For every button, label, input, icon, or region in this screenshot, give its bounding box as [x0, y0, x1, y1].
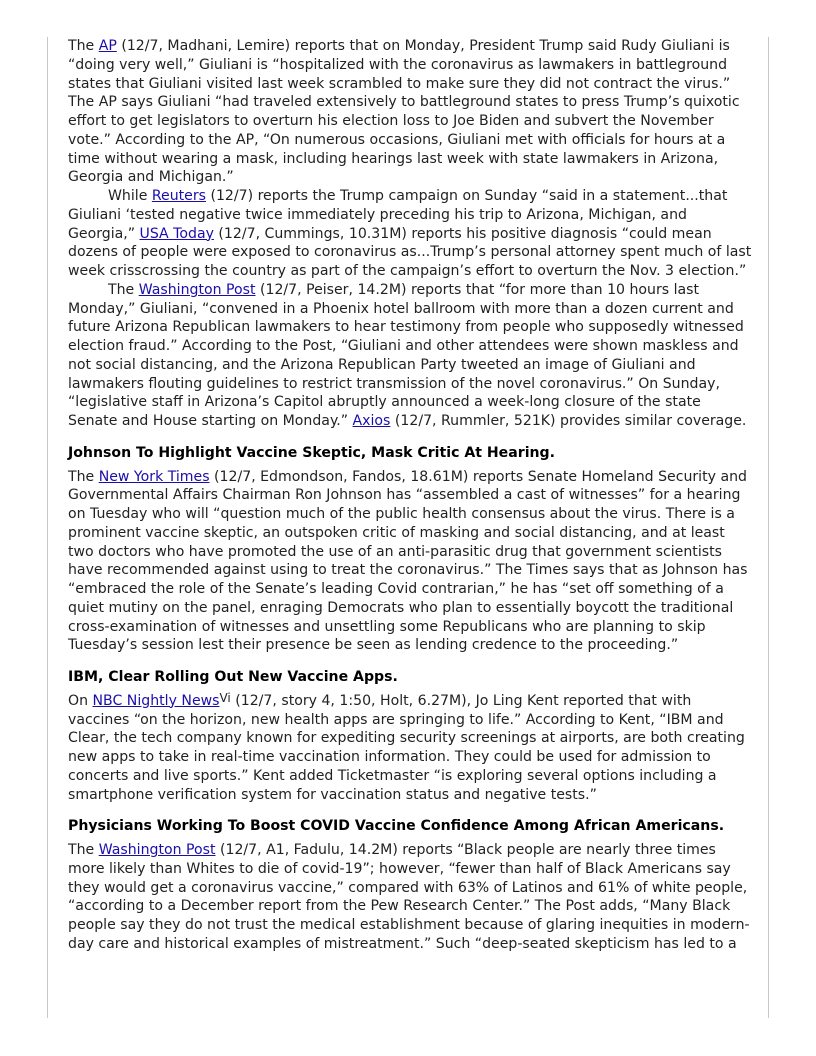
news-article: [68, 444, 754, 655]
paragraph-text: While: [108, 188, 152, 204]
paragraph-text: The: [68, 38, 99, 54]
news-article: [68, 817, 754, 953]
paragraph-text: The: [68, 842, 99, 858]
news-article: [68, 668, 754, 804]
paragraph-text: (12/7, Peiser, 14.2M) reports that “for more than 10 hours last Monday,” Giuliani, “convened in a Phoenix hotel ballroom with more than a dozen current and future Arizona Republican lawmakers to hear testimony from people who supposedly witnessed election fraud.” According to the Post, “Giuliani and other attendees were shown maskless and not social distancing, and the Arizona Republican Party tweeted an image of Giuliani and lawmakers flouting guidelines to restrict transmission of the novel coronavirus.” On Sunday, “legislative staff in Arizona’s Capitol abruptly announced a week-long closure of the state Senate and House starting on Monday.”: [68, 281, 744, 429]
right-margin-rule: [768, 37, 769, 1018]
paragraph-text: (12/7, Cummings, 10.31M) reports his positive diagnosis “could mean dozens of people were exposed to coronavirus as...Trump’s personal attorney spent much of last week crisscrossing the country as part of the campaign’s effort to overturn the Nov. 3 election.”: [68, 225, 752, 279]
paragraph-text: (12/7, Edmondson, Fandos, 18.61M) reports Senate Homeland Security and Governmental Affairs Chairman Ron Johnson has “assembled a cast of witnesses” for a hearing on Tuesday who will “question much of the public health consensus about the virus. There is a prominent vaccine skeptic, an outspoken critic of masking and social distancing, and at least two doctors who have promoted the use of an anti-parasitic drug that government scientists have recommended against using to treat the coronavirus.” The Times says that as Johnson has “embraced the role of the Senate’s leading Covid contrarian,” he has “set off something of a quiet mutiny on the panel, enraging Democrats who plan to essentially boycott the traditional cross-examination of witnesses and unsettling some Republicans who are planning to skip Tuesday’s session lest their presence be seen as lending credence to the proceeding.”: [68, 468, 748, 654]
article-paragraph: [68, 468, 754, 656]
article-paragraph: [68, 841, 754, 954]
source-link[interactable]: AP: [98, 38, 117, 54]
video-marker: Vi: [219, 690, 231, 705]
paragraph-text: (12/7, A1, Fadulu, 14.2M) reports “Black people are nearly three times more likely than Whites to die of covid-19”; however, “fewer than half of Black Americans say they would get a coronavirus vaccine,” compared with 63% of Latinos and 61% of white people, “according to a December report from the Pew Research Center.” The Post adds, “Many Black people say they do not trust the medical establishment because of glaring inequities in modern-day care and historical examples of mistreatment.” Such “deep-seated skepticism has led to a: [68, 842, 750, 952]
article-paragraph: [68, 281, 754, 431]
article-paragraph: [68, 692, 754, 805]
source-link[interactable]: New York Times: [98, 468, 210, 485]
article-headline: Johnson To Highlight Vaccine Skeptic, Mask Critic At Hearing.: [68, 444, 556, 461]
paragraph-text: On: [68, 692, 93, 709]
paragraph-text: (12/7, Rummler, 521K) provides similar coverage.: [390, 413, 747, 429]
source-link[interactable]: NBC Nightly News: [92, 692, 220, 709]
source-link[interactable]: Reuters: [151, 188, 206, 204]
paragraph-text: (12/7, story 4, 1:50, Holt, 6.27M), Jo Ling Kent reported that with vaccines “on the horizon, new health apps are springing to life.” According to Kent, “IBM and Clear, the tech company known for expediting security screenings at airports, are both creating new apps to take in real-time vaccination information. They could be used for admission to concerts and live sports.” Kent added Ticketmaster “is exploring several options including a smartphone verification system for vaccination status and negative tests.”: [68, 692, 745, 803]
article-paragraph: [68, 37, 754, 187]
paragraph-text: (12/7) reports the Trump campaign on Sunday “said in a statement...that Giuliani ‘tested negative twice immediately preceding his trip to Arizona, Michigan, and Georgia,”: [68, 188, 728, 242]
article-headline: Physicians Working To Boost COVID Vaccine Confidence Among African Americans.: [68, 818, 725, 835]
article-paragraph: [68, 187, 754, 281]
paragraph-text: (12/7, Madhani, Lemire) reports that on Monday, President Trump said Rudy Giuliani is “doing very well,” Giuliani is “hospitalized with the coronavirus as lawmakers in battleground states that Giuliani visited last week scrambled to make sure they did not contract the virus.” The AP says Giuliani “had traveled extensively to battleground states to press Trump’s quixotic effort to get legislators to overturn his election loss to Joe Biden and subvert the November vote.” According to the AP, “On numerous occasions, Giuliani met with officials for hours at a time without wearing a mask, including hearings last week with state lawmakers in Arizona, Georgia and Michigan.”: [68, 38, 740, 186]
source-link[interactable]: Washington Post: [98, 842, 216, 858]
source-link[interactable]: Washington Post: [138, 281, 256, 298]
document-body: [68, 37, 754, 954]
left-margin-rule: [47, 37, 48, 1018]
paragraph-text: The: [108, 281, 139, 298]
source-link[interactable]: Axios: [352, 413, 391, 429]
news-article: [68, 37, 754, 431]
article-headline: IBM, Clear Rolling Out New Vaccine Apps.: [68, 669, 398, 685]
paragraph-text: The: [68, 468, 99, 485]
source-link[interactable]: USA Today: [139, 225, 214, 242]
